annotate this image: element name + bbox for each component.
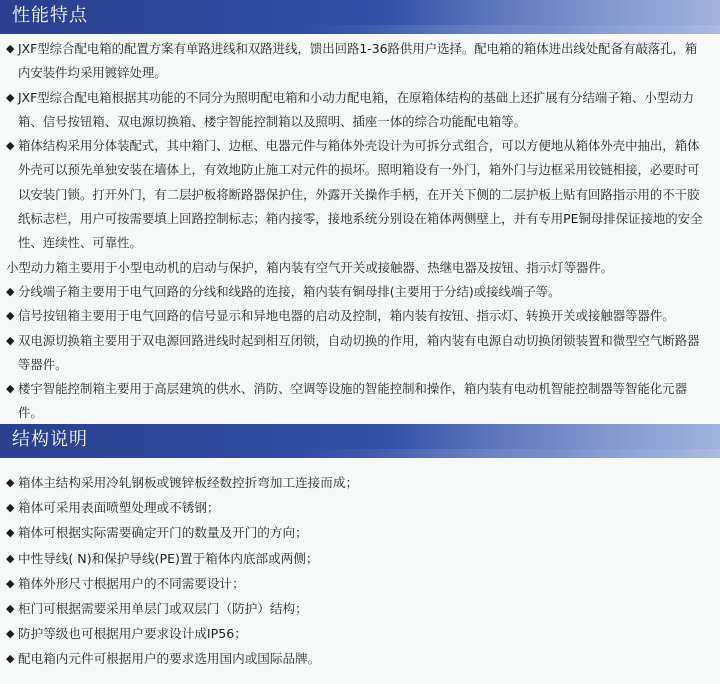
structure-list-item	[2, 646, 714, 671]
features-list-item	[2, 37, 714, 86]
structure-section-header	[0, 424, 720, 458]
bullet-icon: ◆	[6, 284, 15, 298]
item-text: 小型动力箱主要用于小型电动机的启动与保护，箱内装有空气开关或接触器、热继电器及按钮、指示灯等器件。	[6, 259, 614, 275]
bullet-icon: ◆	[6, 526, 15, 540]
structure-section	[0, 424, 720, 672]
features-list-item	[2, 329, 714, 378]
item-text: 箱体可根据实际需要确定开门的数量及开门的方向；	[18, 525, 308, 541]
structure-list-item	[2, 470, 714, 495]
features-list-item	[2, 86, 714, 135]
item-text: 分线端子箱主要用于电气回路的分线和线路的连接，箱内装有铜母排(主要用于分结)或接线端子等。	[18, 283, 561, 299]
bullet-icon: ◆	[6, 551, 15, 565]
bullet-icon: ◆	[6, 652, 15, 666]
bullet-icon: ◆	[6, 576, 15, 590]
item-text: 信号按钮箱主要用于电气回路的信号显示和异地电器的启动及控制，箱内装有按钮、指示灯、转换开关或接触器等器件。	[18, 308, 675, 324]
bullet-icon: ◆	[6, 501, 15, 515]
item-text: 中性导线( N)和保护导线(PE)置于箱体内底部或两侧；	[18, 550, 319, 566]
features-section-header	[0, 0, 720, 34]
features-list-item	[2, 134, 714, 255]
structure-section-title: 结构说明	[12, 429, 88, 450]
item-text: 箱体结构采用分体装配式，其中箱门、边框、电器元件与箱体外壳设计为可拆分式组合，可以方便地从箱体外壳中抽出，箱体外壳可以预先单独安装在墙体上，有效地防止施工对元件的损坏。照明箱设有一外门，箱外门与边框采用铰链相接，必要时可以安装门锁。打开外门，有二层护板将断路器保护住，外露开关操作手柄，在开关下侧的二层护板上贴有回路指示用的不干胶纸标志栏，用户可按需要填上回路控制标志；箱内接零，接地系统分别设在箱体两侧壁上，并有专用PE铜母排保证接地的安全性、连续性、可靠性。	[18, 138, 703, 251]
structure-list-item	[2, 546, 714, 571]
features-list	[0, 37, 720, 426]
item-text: 楼宇智能控制箱主要用于高层建筑的供水、消防、空调等设施的智能控制和操作，箱内装有电动机智能控制器等智能化元器件。	[18, 381, 688, 421]
bullet-icon: ◆	[6, 90, 15, 104]
bullet-icon: ◆	[6, 476, 15, 489]
header-accent-stripe	[300, 449, 720, 458]
item-text: JXF型综合配电箱根据其功能的不同分为照明配电箱和小动力配电箱，在原箱体结构的基础上还扩展有分结端子箱、小型动力箱、信号按钮箱、双电源切换箱、楼宇智能控制箱以及照明、插座一体的综合功能配电箱等。	[18, 89, 694, 129]
header-accent-stripe	[300, 25, 720, 34]
features-list-item	[2, 304, 714, 328]
item-text: 防护等级也可根据用户要求设计成IP56；	[18, 626, 247, 642]
item-text: 箱体主结构采用冷轧钢板或镀锌板经数控折弯加工连接而成；	[18, 475, 359, 490]
item-text: 箱体外形尺寸根据用户的不同需要设计；	[18, 575, 245, 591]
item-text: 配电箱内元件可根据用户的要求选用国内或国际品牌。	[18, 651, 321, 667]
structure-list	[0, 470, 720, 672]
structure-list-item	[2, 495, 714, 520]
features-section-title: 性能特点	[12, 5, 88, 26]
features-list-item	[2, 256, 714, 280]
features-list-item	[2, 377, 714, 426]
bullet-icon: ◆	[6, 42, 15, 55]
item-text: 箱体可采用表面喷塑处理或不锈钢；	[18, 500, 220, 516]
structure-list-item	[2, 520, 714, 545]
bullet-icon: ◆	[6, 139, 15, 153]
bullet-icon: ◆	[6, 309, 15, 323]
structure-list-item	[2, 571, 714, 596]
features-list-item	[2, 280, 714, 304]
bullet-icon: ◆	[6, 382, 15, 396]
item-text: 双电源切换箱主要用于双电源回路进线时起到相互闭锁，自动切换的作用，箱内装有电源自动切换闭锁装置和微型空气断路器等器件。	[18, 332, 700, 372]
item-text: 柜门可根据需要采用单层门或双层门（防护）结构；	[18, 601, 308, 617]
structure-list-item	[2, 621, 714, 646]
bullet-icon: ◆	[6, 627, 15, 641]
structure-list-item	[2, 596, 714, 621]
bullet-icon: ◆	[6, 333, 15, 347]
item-text: JXF型综合配电箱的配置方案有单路进线和双路进线，馈出回路1-36路供用户选择。配电箱的箱体进出线处配备有敲落孔，箱内安装件均采用镀锌处理。	[18, 41, 698, 81]
bullet-icon: ◆	[6, 602, 15, 616]
